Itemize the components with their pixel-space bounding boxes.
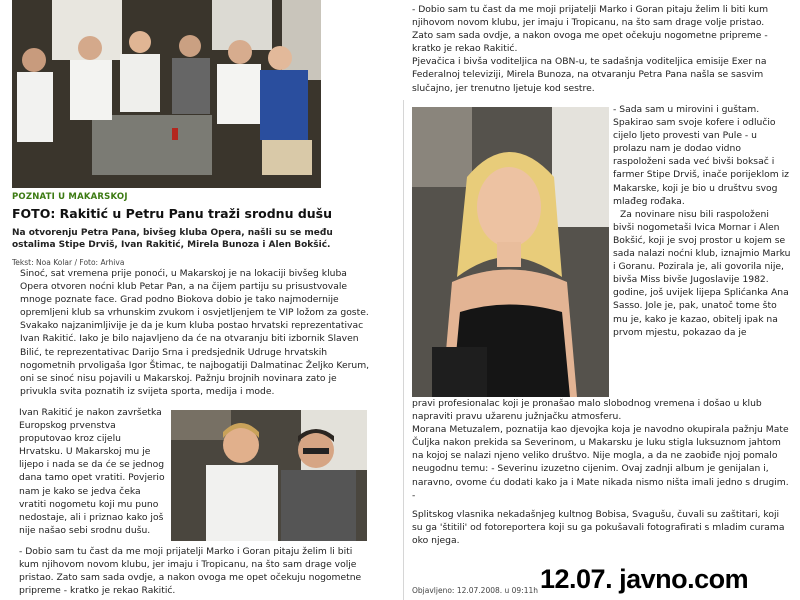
paragraph: Sinoć, sat vremena prije ponoći, u Makarskoj je na lokaciji bivšeg kluba Opera otvoren noćni klub Petar Pan, a na čijem partiju su prisustvovale mnoge poznate face. Grad podno Biokova dobio je tako najmodernije opremljeni klub sa vrhunskim zvukom i osvjetljenjem te VIP ložom za goste.	[20, 268, 369, 319]
right-wrap-text	[613, 103, 791, 339]
paragraph: Pjevačica i bivša voditeljica na OBN-u, te sadašnja voditeljica emisije Exer na Federalnoj televiziji, Mirela Bunoza, na otvaranju Petra Pana našla se sasvim slučajno, jer trenutno ljetuje kod sestre.	[412, 56, 767, 94]
paragraph: Ivan Rakitić je nakon završetka Europskog prvenstva proputovao kroz cijelu Hrvatsku. U Makarskoj mu je lijepo i nada se da će se jednog dana tamo opet vratiti. Povjerio nam je kako se jedva čeka vratiti nogometu koji mu puno nedostaje, ali i priznao kako još nije našao sebi srodnu dušu.	[19, 407, 165, 536]
paragraph: Svakako najzanimljivije je da je kum kluba postao hrvatski reprezentativac Ivan Rakitić. Iako je bilo najavljeno da će na otvaranju biti izbornik Slaven Bilić, te reprezentativac Darijo Srna i predsjednik Udruge hrvatskih nogometnih prvoligaša Igor Štimac, te najbogatiji Dalmatinac Željko Kerum, oni se sinoć nisu pojavili u Makarskoj. Pažnju brojnih novinara zato je privukla svita poznatih iz svijeta sporta, medija i mode.	[20, 320, 370, 397]
paragraph: Morana Metuzalem, poznatija kao djevojka koja je navodno okupirala pažnju Mate Čuljka nakon prekida sa Severinom, u Makarsku je luku stigla luksuznom jahtom na kojoj se nalazi njeno veliko društvo. Nije mogla, a da ne zaobiđe njoj pomalo neugodnu temu: - Severinu izuzetno cijenim. Ovaj zadnji album je genijalan i, naravno, ovome ću dodati kako ja i Mate nikada nismo ništa imali jedno s drugim. -	[412, 424, 789, 501]
byline: Tekst: Noa Kolar / Foto: Arhiva	[12, 258, 125, 267]
duo-photo	[171, 410, 367, 541]
left-bottom-text	[19, 545, 374, 597]
article-headline[interactable]: FOTO: Rakitić u Petru Panu traži srodnu dušu	[12, 206, 333, 221]
group-photo	[12, 0, 321, 188]
paragraph: - Sada sam u mirovini i guštam. Spakirao sam svoje kofere i odlučio cijelo ljeto provesti van Pule - u prolazu nam je dodao vidno raspoloženi sada već bivši boksač i farmer Stipe Drviš, inače porijeklom iz Makarske, koji je bio u društvu svog mlađeg rođaka.	[613, 104, 789, 207]
paragraph: Splitskog vlasnika nekadašnjeg kultnog Bobisa, Svagušu, čuvali su zaštitari, koji su ga 'štitili' od fotoreportera koji su ga pokušavali fotografirati s mladim curama oko njega.	[412, 508, 785, 546]
source-watermark: 12.07. javno.com	[540, 564, 749, 594]
column-divider	[403, 100, 404, 600]
right-bottom-text	[412, 397, 792, 547]
left-wrap-text	[19, 406, 167, 537]
paragraph: Za novinare nisu bili raspoloženi bivši nogometaši Ivica Mornar i Alen Bokšić, koji je svoj prostor u kojem se sada nalazi noćni klub, iznajmio Marku i Goranu. Pozirala je, ali govorila nije, bivša Miss bivše Jugoslavije 1982. godine, još uvijek lijepa Splićanka Ana Sasso. Jole je, pak, unatoč tome što mu je, kako je kazao, obitelj ipak na prvom mjestu, pokazao da je	[613, 208, 791, 338]
left-column-text	[20, 267, 370, 398]
paragraph: pravi profesionalac koji je pronašao malo slobodnog vremena i došao u klub napraviti pravu užarenu južnjačku atmosferu.	[412, 398, 762, 423]
published-date: Objavljeno: 12.07.2008. u 09:11h	[412, 586, 539, 595]
portrait-photo	[412, 107, 609, 397]
right-top-text	[412, 3, 787, 95]
article-lead: Na otvorenju Petra Pana, bivšeg kluba Opera, našli su se među ostalima Stipe Drviš, Ivan Rakitić, Mirela Bunoza i Alen Bokšić.	[12, 228, 333, 250]
paragraph: - Dobio sam tu čast da me moji prijatelji Marko i Goran pitaju želim li biti kum njihovom novom klubu, jer imaju i Tropicanu, na što sam drage volje pristao. Zato sam sada ovdje, a nakon ovoga me opet očekuju nogometne pripreme - kratko je rekao Rakitić.	[412, 4, 769, 55]
section-label[interactable]: POZNATI U MAKARSKOJ	[12, 192, 128, 202]
paragraph: - Dobio sam tu čast da me moji prijatelji Marko i Goran pitaju želim li biti kum njihovom novom klubu, jer imaju i Tropicanu, na što sam drage volje pristao. Zato sam sada ovdje, a nakon ovoga me opet očekuju nogometne pripreme - kratko je rekao Rakitić.	[19, 546, 362, 597]
